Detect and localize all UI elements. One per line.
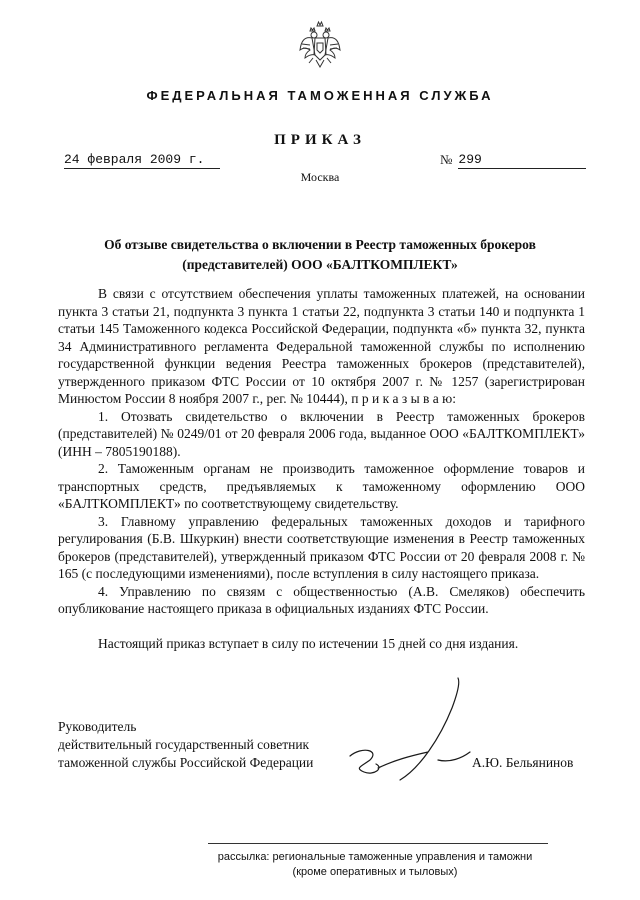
order-item-4: 4. Управлению по связям с общественностью (А.В. Смеляков) обеспечить опубликование настоящего приказа в официальных изданиях ФТС России. bbox=[58, 583, 585, 616]
document-body bbox=[58, 285, 585, 652]
document-type: ПРИКАЗ bbox=[274, 132, 366, 148]
signatory-title-line-3: таможенной службы Российской Федерации bbox=[58, 755, 314, 770]
order-item-1: 1. Отозвать свидетельство о включении в Реестр таможенных брокеров (представителей) № 0249/01 от 20 февраля 2006 года, выданное ООО «БАЛТКОМПЛЕКТ» (ИНН – 7805190188). bbox=[58, 408, 585, 459]
signatory-title-line-1: Руководитель bbox=[58, 719, 137, 734]
signatory-position bbox=[58, 718, 358, 772]
handwritten-signature bbox=[340, 668, 480, 798]
title-line-2: (представителей) ООО «БАЛТКОМПЛЕКТ» bbox=[182, 257, 458, 272]
effective-date-paragraph: Настоящий приказ вступает в силу по истечении 15 дней со дня издания. bbox=[98, 635, 519, 651]
agency-name: ФЕДЕРАЛЬНАЯ ТАМОЖЕННАЯ СЛУЖБА bbox=[146, 88, 494, 103]
signatory-title-line-2: действительный государственный советник bbox=[58, 737, 310, 752]
signatory-name: А.Ю. Бельянинов bbox=[472, 755, 574, 770]
intro-paragraph: В связи с отсутствием обеспечения уплаты таможенных платежей, на основании пункта 3 статьи 21, подпункта 3 пункта 1 статьи 22, подпункта 3 статьи 140 и подпункта 1 статьи 145 Таможенного кодекса Российской Федерации, подпункта «б» пункта 32, пункта 34 Административного регламента Федеральной таможенной службы по исполнению государственной функции ведения Реестра таможенных брокеров (представителей), утвержденного приказом ФТС России от 10 октября 2007 г. № 1257 (зарегистрирован Минюстом России 8 ноября 2007 г., рег. № 10444), п р и к а з ы в а ю: bbox=[58, 286, 585, 406]
city: Москва bbox=[300, 170, 340, 184]
distribution-line-2: (кроме оперативных и тыловых) bbox=[292, 866, 458, 878]
order-number: 299 bbox=[458, 152, 586, 169]
number-sign: № bbox=[440, 152, 453, 167]
distribution-list bbox=[150, 850, 600, 880]
title-line-1: Об отзыве свидетельства о включении в Реестр таможенных брокеров bbox=[104, 237, 536, 252]
order-item-2: 2. Таможенным органам не производить таможенное оформление товаров и транспортных средств, предъявляемых к таможенному оформлению ООО «БАЛТКОМПЛЕКТ» по соответствующему свидетельству. bbox=[58, 461, 585, 511]
order-number-field bbox=[440, 152, 586, 169]
document-title bbox=[90, 235, 550, 275]
order-item-3: 3. Главному управлению федеральных таможенных доходов и тарифного регулирования (Б.В. Шкуркин) внести соответствующие изменения в Реестр таможенных брокеров (представителей), утвержденный приказом ФТС России от 20 февраля 2008 г. № 165 (с последующими изменениями), после вступления в силу настоящего приказа. bbox=[58, 513, 585, 581]
distribution-line-1: рассылка: региональные таможенные управления и таможни bbox=[217, 851, 533, 863]
coat-of-arms-icon bbox=[298, 20, 342, 70]
distribution-divider bbox=[208, 843, 548, 844]
order-date: 24 февраля 2009 г. bbox=[64, 152, 220, 169]
